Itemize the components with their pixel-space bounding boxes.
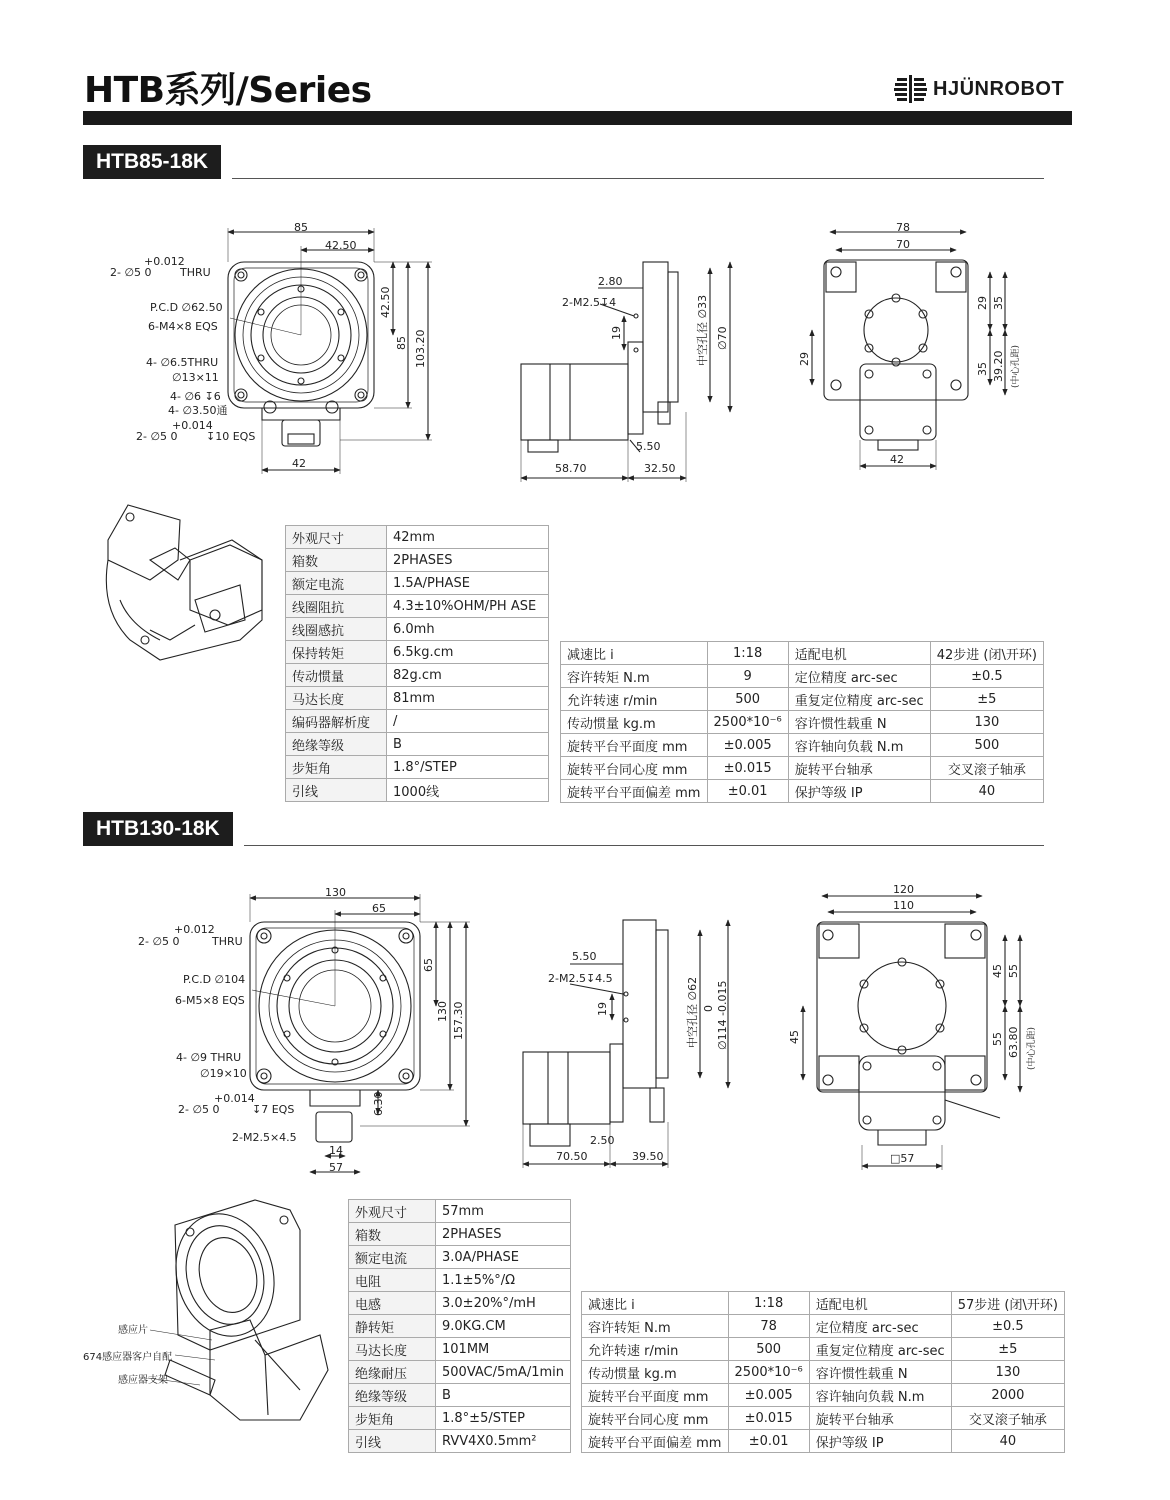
table-row bbox=[582, 1384, 1065, 1407]
dim-text: 65 bbox=[372, 902, 386, 915]
dim-text: 42 bbox=[292, 457, 306, 470]
table-cell: 重复定位精度 arc-sec bbox=[788, 688, 930, 711]
dim-text: ↧10 EQS bbox=[206, 430, 256, 443]
table-cell: 箱数 bbox=[349, 1223, 436, 1246]
table-row bbox=[286, 526, 549, 549]
dim-text: 65 bbox=[422, 958, 435, 972]
table-cell: 保护等级 IP bbox=[809, 1430, 951, 1453]
dim-text: 4- ∅6.5THRU bbox=[146, 356, 219, 369]
dim-text: 19 bbox=[610, 326, 623, 340]
table-cell: 2PHASES bbox=[436, 1223, 571, 1246]
dim-text: 39.50 bbox=[632, 1150, 664, 1163]
table-cell: 130 bbox=[930, 711, 1043, 734]
dim-text: 19 bbox=[596, 1002, 609, 1016]
table-cell: 500 bbox=[728, 1338, 809, 1361]
table-cell: 容许惯性载重 N bbox=[809, 1361, 951, 1384]
dim-text: 45 bbox=[991, 964, 1004, 978]
table-cell: 旋转平台平面偏差 mm bbox=[561, 780, 708, 803]
dim-text: 120 bbox=[893, 883, 914, 896]
table-cell: 旋转平台轴承 bbox=[809, 1407, 951, 1430]
table-row bbox=[349, 1430, 571, 1453]
dim-text: 6-M4×8 EQS bbox=[148, 320, 218, 333]
table-cell: ±0.01 bbox=[707, 780, 788, 803]
table-cell: 2PHASES bbox=[387, 549, 549, 572]
table-cell: 马达长度 bbox=[286, 687, 387, 710]
dim-text: 70.50 bbox=[556, 1150, 588, 1163]
table-cell: / bbox=[387, 710, 549, 733]
table-cell: ±0.005 bbox=[728, 1384, 809, 1407]
table-cell: 容许轴向负载 N.m bbox=[809, 1384, 951, 1407]
gearbox-spec-table bbox=[560, 641, 1044, 803]
dim-text: 42 bbox=[890, 453, 904, 466]
dim-text: +0.012 bbox=[174, 923, 215, 936]
table-cell: RVV4X0.5mm² bbox=[436, 1430, 571, 1453]
section-title-htb130: HTB130-18K bbox=[83, 812, 233, 846]
dim-text: (中心孔距) bbox=[1011, 344, 1021, 388]
table-row bbox=[561, 757, 1044, 780]
dim-text: 85 bbox=[294, 221, 308, 234]
dim-text: 2-M2.5↧4.5 bbox=[548, 972, 613, 985]
table-cell: 2500*10⁻⁶ bbox=[728, 1361, 809, 1384]
dim-text: ∅70 bbox=[716, 326, 729, 350]
table-cell: ±5 bbox=[930, 688, 1043, 711]
dim-text: 2- ∅5 0 bbox=[110, 266, 152, 279]
table-cell: 交叉滚子轴承 bbox=[951, 1407, 1064, 1430]
table-cell: 容许惯性载重 N bbox=[788, 711, 930, 734]
table-row bbox=[561, 665, 1044, 688]
dim-text: 14 bbox=[329, 1144, 343, 1157]
dim-text: 130 bbox=[436, 1001, 449, 1022]
brand-name: HJÜNROBOT bbox=[933, 78, 1065, 100]
table-cell: B bbox=[436, 1384, 571, 1407]
dim-text: 4- ∅3.50通 bbox=[168, 404, 228, 417]
dim-text: THRU bbox=[180, 266, 211, 279]
dim-text: 2- ∅5 0 bbox=[138, 935, 180, 948]
dim-text: P.C.D ∅62.50 bbox=[150, 301, 223, 314]
table-cell: ±0.015 bbox=[707, 757, 788, 780]
table-row bbox=[349, 1407, 571, 1430]
table-cell: ±0.015 bbox=[728, 1407, 809, 1430]
table-cell: 额定电流 bbox=[286, 572, 387, 595]
dim-text: ↧7 EQS bbox=[252, 1103, 295, 1116]
dim-text: 5.50 bbox=[572, 950, 597, 963]
table-cell: 2000 bbox=[951, 1384, 1064, 1407]
table-cell: 绝缘等级 bbox=[286, 733, 387, 756]
table-cell: 81mm bbox=[387, 687, 549, 710]
table-row bbox=[286, 779, 549, 802]
htb130-back-view bbox=[803, 896, 1020, 1170]
table-row bbox=[286, 595, 549, 618]
table-row bbox=[349, 1246, 571, 1269]
dim-text: □57 bbox=[890, 1152, 915, 1165]
table-cell: 马达长度 bbox=[349, 1338, 436, 1361]
table-row bbox=[286, 710, 549, 733]
table-cell: 旋转平台轴承 bbox=[788, 757, 930, 780]
table-row bbox=[349, 1223, 571, 1246]
dim-text: 2- ∅5 0 bbox=[178, 1103, 220, 1116]
dim-text: 0 bbox=[702, 1005, 715, 1012]
dim-text: 42.50 bbox=[379, 286, 392, 318]
table-cell: 6.5kg.cm bbox=[387, 641, 549, 664]
dim-text: 85 bbox=[395, 336, 408, 350]
table-row bbox=[286, 549, 549, 572]
table-cell: ±0.5 bbox=[951, 1315, 1064, 1338]
table-cell: 2500*10⁻⁶ bbox=[707, 711, 788, 734]
table-cell: 1.8°±5/STEP bbox=[436, 1407, 571, 1430]
table-cell: 引线 bbox=[349, 1430, 436, 1453]
table-cell: 4.3±10%OHM/PH ASE bbox=[387, 595, 549, 618]
dim-text: 78 bbox=[896, 221, 910, 234]
table-cell: ±5 bbox=[951, 1338, 1064, 1361]
dim-text: 5.50 bbox=[636, 440, 661, 453]
table-cell: 保护等级 IP bbox=[788, 780, 930, 803]
dim-text: +0.014 bbox=[172, 419, 213, 432]
dim-text: ∅114 -0.015 bbox=[716, 980, 729, 1050]
table-cell: 适配电机 bbox=[809, 1292, 951, 1315]
table-row bbox=[561, 688, 1044, 711]
dim-text: 35 bbox=[976, 362, 989, 376]
table-row bbox=[286, 664, 549, 687]
table-cell: 步矩角 bbox=[349, 1407, 436, 1430]
table-cell: ±0.5 bbox=[930, 665, 1043, 688]
dim-text: 55 bbox=[1007, 964, 1020, 978]
htb85-iso-view bbox=[106, 505, 262, 660]
table-row bbox=[582, 1338, 1065, 1361]
table-cell: 1:18 bbox=[728, 1292, 809, 1315]
dim-text: 6-M5×8 EQS bbox=[175, 994, 245, 1007]
table-row bbox=[582, 1292, 1065, 1315]
table-row bbox=[349, 1200, 571, 1223]
table-cell: 500 bbox=[707, 688, 788, 711]
dim-text: 130 bbox=[325, 886, 346, 899]
table-row bbox=[349, 1269, 571, 1292]
table-cell: 减速比 i bbox=[561, 642, 708, 665]
table-row bbox=[582, 1361, 1065, 1384]
htb130-iso-view bbox=[148, 1200, 328, 1420]
table-cell: 允许转速 r/min bbox=[582, 1338, 729, 1361]
table-row bbox=[286, 572, 549, 595]
table-cell: 线圈阻抗 bbox=[286, 595, 387, 618]
dim-text: 2.50 bbox=[590, 1134, 615, 1147]
table-row bbox=[561, 734, 1044, 757]
table-cell: 绝缘等级 bbox=[349, 1384, 436, 1407]
table-cell: 容许轴向负载 N.m bbox=[788, 734, 930, 757]
table-row bbox=[561, 711, 1044, 734]
dim-text: 32.50 bbox=[644, 462, 676, 475]
dim-text: +0.012 bbox=[144, 255, 185, 268]
motor-spec-table bbox=[285, 525, 549, 802]
table-cell: 82g.cm bbox=[387, 664, 549, 687]
table-cell: 旋转平台平面偏差 mm bbox=[582, 1430, 729, 1453]
dim-text: 29 bbox=[798, 352, 811, 366]
table-cell: 传动惯量 kg.m bbox=[582, 1361, 729, 1384]
dim-text: 55 bbox=[991, 1032, 1004, 1046]
dim-text: 4- ∅6 ↧6 bbox=[170, 390, 221, 403]
table-row bbox=[286, 641, 549, 664]
dim-text: 6.30 bbox=[372, 1091, 385, 1116]
table-cell: 40 bbox=[951, 1430, 1064, 1453]
table-cell: 42mm bbox=[387, 526, 549, 549]
table-cell: 1000线 bbox=[387, 779, 549, 802]
table-row bbox=[286, 733, 549, 756]
table-cell: 线圈感抗 bbox=[286, 618, 387, 641]
table-cell: 容许转矩 N.m bbox=[561, 665, 708, 688]
table-row bbox=[349, 1361, 571, 1384]
motor-spec-table bbox=[348, 1199, 571, 1453]
table-row bbox=[349, 1315, 571, 1338]
dim-text: 70 bbox=[896, 238, 910, 251]
table-cell: ±0.005 bbox=[707, 734, 788, 757]
table-cell: 40 bbox=[930, 780, 1043, 803]
table-row bbox=[349, 1292, 571, 1315]
table-cell: 3.0A/PHASE bbox=[436, 1246, 571, 1269]
table-cell: 引线 bbox=[286, 779, 387, 802]
table-cell: 传动惯量 bbox=[286, 664, 387, 687]
table-row bbox=[349, 1338, 571, 1361]
table-cell: 1.8°/STEP bbox=[387, 756, 549, 779]
dim-text: ∅19×10 bbox=[200, 1067, 247, 1080]
table-row bbox=[286, 687, 549, 710]
dim-text: 2-M2.5↧4 bbox=[562, 296, 617, 309]
dim-text: 29 bbox=[976, 296, 989, 310]
table-cell: 电阻 bbox=[349, 1269, 436, 1292]
gearbox-spec-table bbox=[581, 1291, 1065, 1453]
dim-text: 45 bbox=[788, 1030, 801, 1044]
table-cell: 外观尺寸 bbox=[349, 1200, 436, 1223]
table-cell: 1.1±5%°/Ω bbox=[436, 1269, 571, 1292]
table-cell: 130 bbox=[951, 1361, 1064, 1384]
table-cell: 9.0KG.CM bbox=[436, 1315, 571, 1338]
table-cell: 旋转平台平面度 mm bbox=[561, 734, 708, 757]
dim-text: 58.70 bbox=[555, 462, 587, 475]
htb85-front-view bbox=[228, 228, 432, 474]
table-cell: 57mm bbox=[436, 1200, 571, 1223]
table-cell: 3.0±20%°/mH bbox=[436, 1292, 571, 1315]
table-row bbox=[561, 642, 1044, 665]
table-cell: 42步进 (闭\开环) bbox=[930, 642, 1043, 665]
table-cell: 步矩角 bbox=[286, 756, 387, 779]
table-row bbox=[349, 1384, 571, 1407]
table-cell: 允许转速 r/min bbox=[561, 688, 708, 711]
dim-text: 103.20 bbox=[414, 329, 427, 368]
table-cell: 78 bbox=[728, 1315, 809, 1338]
table-cell: 定位精度 arc-sec bbox=[809, 1315, 951, 1338]
callout-label: 674感应器客户自配 bbox=[83, 1352, 173, 1363]
dim-text: P.C.D ∅104 bbox=[183, 973, 246, 986]
table-cell: 500VAC/5mA/1min bbox=[436, 1361, 571, 1384]
dim-text: 4- ∅9 THRU bbox=[176, 1051, 242, 1064]
table-cell: 旋转平台同心度 mm bbox=[561, 757, 708, 780]
dim-text: ∅13×11 bbox=[172, 371, 219, 384]
dim-text: 63.80 bbox=[1007, 1026, 1020, 1058]
table-row bbox=[582, 1407, 1065, 1430]
dim-text: 157.30 bbox=[452, 1001, 465, 1040]
dim-text: 2- ∅5 0 bbox=[136, 430, 178, 443]
table-cell: 9 bbox=[707, 665, 788, 688]
table-cell: 适配电机 bbox=[788, 642, 930, 665]
dim-text: 110 bbox=[893, 899, 914, 912]
callout-label: 感应器支架 bbox=[118, 1375, 168, 1386]
table-cell: 重复定位精度 arc-sec bbox=[809, 1338, 951, 1361]
dim-text: 35 bbox=[992, 296, 1005, 310]
htb85-back-view bbox=[812, 232, 1005, 470]
table-cell: 外观尺寸 bbox=[286, 526, 387, 549]
table-cell: 57步进 (闭\开环) bbox=[951, 1292, 1064, 1315]
table-cell: 传动惯量 kg.m bbox=[561, 711, 708, 734]
table-cell: 绝缘耐压 bbox=[349, 1361, 436, 1384]
table-row bbox=[582, 1430, 1065, 1453]
section-title-htb85: HTB85-18K bbox=[83, 145, 221, 179]
table-cell: 旋转平台平面度 mm bbox=[582, 1384, 729, 1407]
table-cell: 101MM bbox=[436, 1338, 571, 1361]
table-cell: 电感 bbox=[349, 1292, 436, 1315]
table-cell: 定位精度 arc-sec bbox=[788, 665, 930, 688]
table-cell: 6.0mh bbox=[387, 618, 549, 641]
callout-label: 感应片 bbox=[118, 1325, 148, 1336]
page-title: HTB系列/Series bbox=[84, 70, 372, 111]
dim-text: 2-M2.5×4.5 bbox=[232, 1131, 297, 1144]
dim-text: +0.014 bbox=[214, 1092, 255, 1105]
table-cell: 静转矩 bbox=[349, 1315, 436, 1338]
table-row bbox=[286, 756, 549, 779]
table-cell: 容许转矩 N.m bbox=[582, 1315, 729, 1338]
table-cell: 1:18 bbox=[707, 642, 788, 665]
table-row bbox=[582, 1315, 1065, 1338]
table-cell: B bbox=[387, 733, 549, 756]
dim-text: 42.50 bbox=[325, 239, 357, 252]
table-cell: 旋转平台同心度 mm bbox=[582, 1407, 729, 1430]
table-cell: 额定电流 bbox=[349, 1246, 436, 1269]
table-cell: 箱数 bbox=[286, 549, 387, 572]
dim-text: THRU bbox=[212, 935, 243, 948]
dim-text: 57 bbox=[329, 1161, 343, 1174]
dim-text: 39.20 bbox=[992, 350, 1005, 382]
dim-text: 中空孔径 ∅62 bbox=[686, 976, 699, 1048]
table-cell: 1.5A/PHASE bbox=[387, 572, 549, 595]
dim-text: (中心孔距) bbox=[1027, 1026, 1037, 1070]
table-cell: 交叉滚子轴承 bbox=[930, 757, 1043, 780]
table-row bbox=[286, 618, 549, 641]
table-row bbox=[561, 780, 1044, 803]
table-cell: 编码器解析度 bbox=[286, 710, 387, 733]
table-cell: ±0.01 bbox=[728, 1430, 809, 1453]
table-cell: 保持转矩 bbox=[286, 641, 387, 664]
dim-text: 2.80 bbox=[598, 275, 623, 288]
table-cell: 500 bbox=[930, 734, 1043, 757]
dim-text: 中空孔径 ∅33 bbox=[696, 294, 709, 366]
table-cell: 减速比 i bbox=[582, 1292, 729, 1315]
